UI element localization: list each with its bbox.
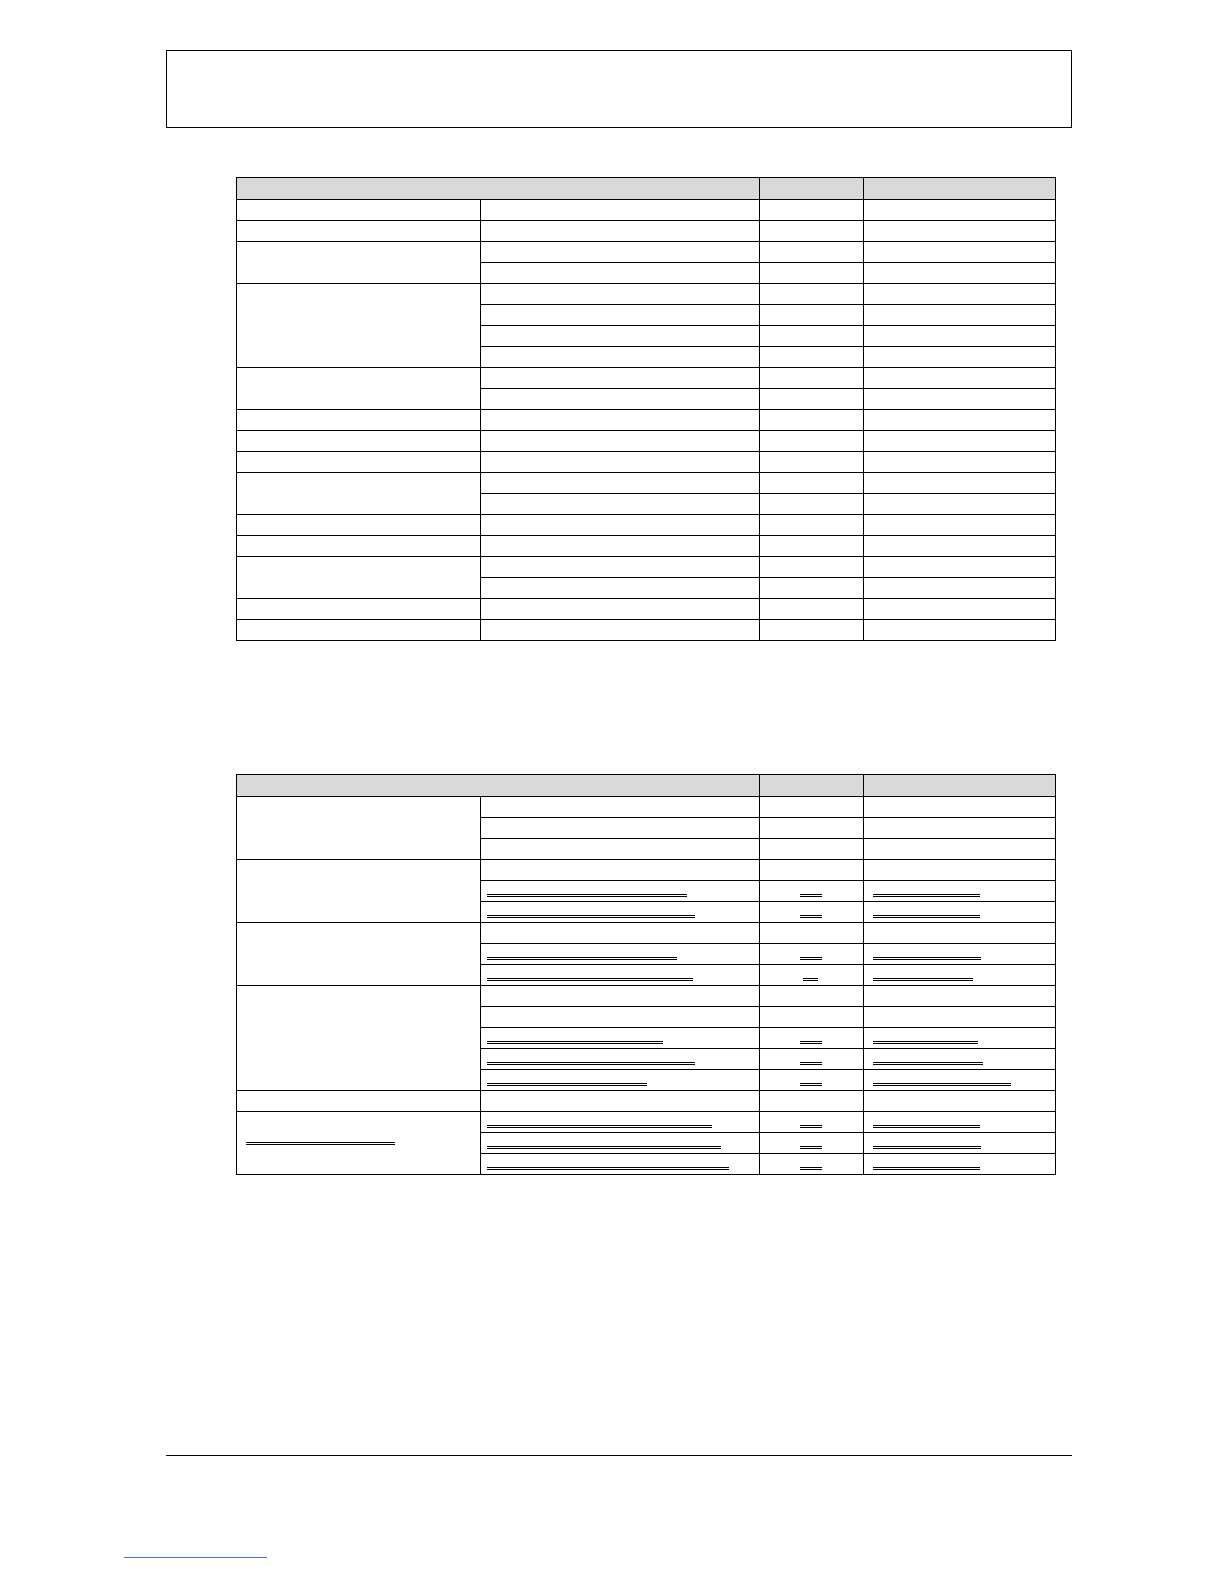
page-header-box [166,50,1072,128]
table-row [237,1091,1056,1112]
redaction-line [800,1146,822,1149]
redaction-line [487,957,677,960]
redaction-line [800,915,822,918]
table-row [237,200,1056,221]
header-cell-value [864,178,1056,200]
header-cell-qty [760,775,864,797]
table-row [237,284,1056,305]
redaction-line [487,1146,721,1149]
table-row [237,452,1056,473]
redaction-line [800,1083,822,1086]
footer-link-underline[interactable] [124,1557,267,1558]
header-cell-qty [760,178,864,200]
table-row [237,620,1056,641]
header-cell-item [237,178,760,200]
table-row [237,242,1056,263]
redaction-line [800,1041,822,1044]
table-row [237,431,1056,452]
header-cell-value [864,775,1056,797]
redaction-line [487,894,687,897]
redaction-line [800,957,822,960]
table-row [237,221,1056,242]
table-header-row [237,775,1056,797]
redaction-line [800,1062,822,1065]
redaction-line [873,1125,980,1128]
table-row [237,599,1056,620]
table-row [237,368,1056,389]
table-row [237,1112,1056,1133]
table-row [237,797,1056,818]
redaction-line [873,894,980,897]
table-row [237,923,1056,944]
redaction-line [487,1083,647,1086]
header-cell-item [237,775,760,797]
table-row [237,515,1056,536]
redaction-line [800,1167,822,1170]
table-row [237,536,1056,557]
redaction-line [487,1125,712,1128]
redaction-line [873,1041,978,1044]
table-row [237,557,1056,578]
redaction-line [873,978,973,981]
table-row [237,473,1056,494]
redaction-line [873,1083,1011,1086]
redaction-line [873,915,980,918]
spec-table-2 [236,774,1056,1175]
redaction-line [873,1062,983,1065]
footer-divider [166,1455,1072,1456]
redaction-line [246,1142,395,1145]
redaction-line [487,915,695,918]
table-row [237,410,1056,431]
spec-table-1 [236,177,1056,641]
redaction-line [487,1041,663,1044]
table-header-row [237,178,1056,200]
redaction-line [487,1167,729,1170]
redaction-line [873,1167,980,1170]
redaction-line [800,1125,822,1128]
table-row [237,860,1056,881]
table-row [237,986,1056,1007]
redaction-line [487,1062,695,1065]
redaction-line [803,978,818,981]
redaction-line [873,1146,981,1149]
redaction-line [873,957,981,960]
redaction-line [800,894,822,897]
redaction-line [487,978,693,981]
